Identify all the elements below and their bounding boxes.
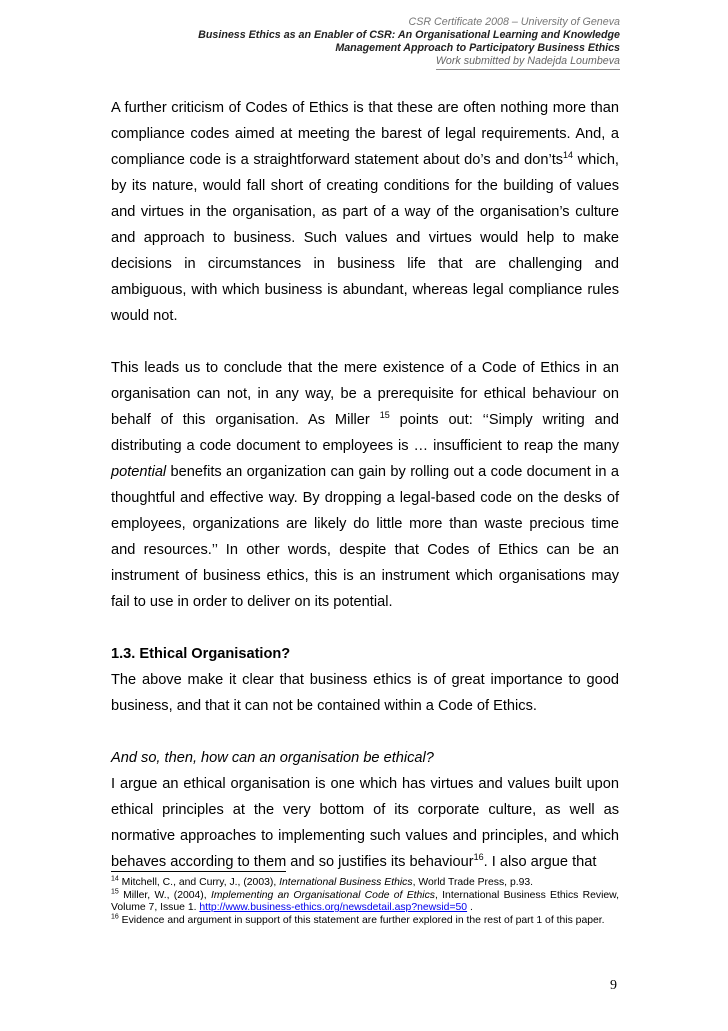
paragraph-text: This leads us to conclude that the mere existence of a Code of Ethics in an organisation can not, in any way, be a prerequisite for ethical behaviour on behalf of this organisation. As Miller [111,360,619,428]
page-number: 9 [610,978,617,993]
footnote-16 [111,915,619,928]
paragraph-ethical-organisation [111,771,619,875]
header-title-line2: Management Approach to Participatory Business Ethics [335,42,620,54]
footnote-15 [111,890,619,915]
header-title-line1: Business Ethics as an Enabler of CSR: An Organisational Learning and Knowledge [198,29,620,41]
footnote-ref-16[interactable]: 16 [473,852,484,863]
footnote-number: 14 [111,875,119,883]
paragraph-codes-criticism [111,95,619,329]
paragraph-text: which, by its nature, would fall short of creating conditions for the building of values and virtues in the organisation, as part of a way of the organisation’s culture and approach to business. Such values and virtues would help to make decisions in circumstances in business life that are challenging and ambiguous, with which business is abundant, whereas legal compliance rules would not. [111,152,619,324]
footnote-text: , International Business Ethics Review, Volume 7, Issue 1. [111,889,619,914]
footnote-text: , World Trade Press, p.93. [412,877,534,888]
paragraph-text: I argue an ethical organisation is one which has virtues and values built upon ethical principles at the very bottom of its corporate culture, as well as normative approaches to implementing such values and principles, and which behaves according to them and so justifies its behaviour [111,776,619,870]
footnote-number: 16 [111,913,119,921]
footnote-ref-14[interactable]: 14 [563,150,574,161]
footnote-text: Evidence and argument in support of this statement are further explored in the rest of part 1 of this paper. [118,914,605,926]
footnote-title: International Business Ethics [279,877,413,888]
footnote-text: Miller, W., (2004), [118,889,211,901]
header-certificate: CSR Certificate 2008 – University of Geneva [408,16,620,28]
paragraph-business-ethics-importance: The above make it clear that business ethics is of great importance to good business, and that it can not be contained within a Code of Ethics. [111,672,619,714]
page-header [60,16,620,70]
paragraph-miller-quote [111,355,619,615]
footnote-link[interactable]: http://www.business-ethics.org/newsdetail.asp?newsid=50 [199,902,468,914]
footnote-text: . [467,902,473,914]
section-heading: 1.3. Ethical Organisation? [111,646,291,662]
italic-question: And so, then, how can an organisation be ethical? [111,750,434,766]
footnote-separator [111,871,286,872]
footnote-title: Implementing an Organisational Code of Ethics [210,889,436,901]
footnote-ref-15[interactable]: 15 [379,410,390,421]
header-author: Work submitted by Nadejda Loumbeva [436,55,620,70]
footnote-14 [111,877,619,890]
paragraph-text: A further criticism of Codes of Ethics is that these are often nothing more than compliance codes aimed at meeting the barest of legal requirements. And, a compliance code is a straightforward statement about do’s and don’ts [111,100,619,168]
footnote-text: Mitchell, C., and Curry, J., (2003), [118,877,280,888]
emphasis-text: potential [111,464,167,480]
paragraph-text: points out: ‘‘Simply writing and distributing a code document to employees is … insufficient to reap the many [111,412,620,454]
footnotes [111,877,619,927]
paragraph-text: . I also argue that [483,854,597,870]
footnote-number: 15 [111,888,119,896]
paragraph-text: benefits an organization can gain by rolling out a code document in a thoughtful and effective way. By dropping a legal-based code on the desks of employees, organizations are likely do little more than waste precious time and resources.’’ In other words, despite that Codes of Ethics can be an instrument of business ethics, this is an instrument which organisations may fail to use in order to deliver on its potential. [111,464,619,610]
main-content [111,95,619,875]
